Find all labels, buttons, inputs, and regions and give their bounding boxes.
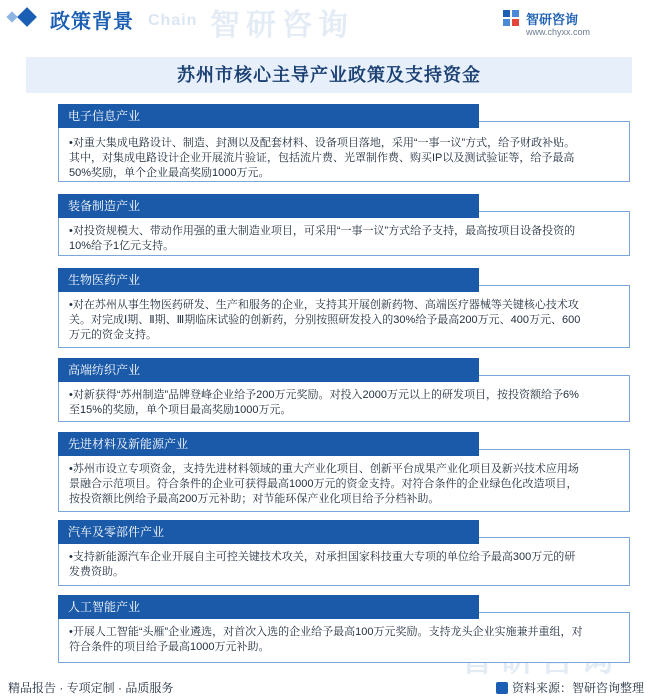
policy-section <box>58 194 630 256</box>
watermark-text: 智研咨询 <box>210 9 354 42</box>
brand-url: www.chyxx.com <box>526 27 591 37</box>
section-box <box>58 537 630 586</box>
document-title: 苏州市核心主导产业政策及支持资金 <box>26 57 632 93</box>
diamond-icon <box>6 11 17 22</box>
section-text: •苏州市设立专项资金，支持先进材料领域的重大产业化项目、创新平台成果产业化项目及新兴技术应用场景融合示范项目。符合条件的企业可获得最高1000万元的资金支持。对符合条件的企业绿色化改造项目，按投资额比例给予最高200万元补助；对节能环保产业化项目给予分档补助。 <box>69 463 579 505</box>
section-box <box>58 612 630 663</box>
section-text: •对重大集成电路设计、制造、封测以及配套材料、设备项目落地，采用“一事一议”方式，给予财政补贴。其中，对集成电路设计企业开展流片验证，包括流片费、光罩制作费、购买IP以及测试验证等，给予最高50%奖励，单个企业最高奖励1000万元。 <box>69 137 576 179</box>
policy-section <box>58 358 630 422</box>
footer-slogan: 精品报告 · 专项定制 · 品质服务 <box>8 681 174 695</box>
section-heading: 人工智能产业 <box>58 595 479 619</box>
section-heading: 高端纺织产业 <box>58 358 479 382</box>
diamond-icon <box>17 7 37 27</box>
section-box <box>58 285 630 348</box>
page-title: 政策背景 <box>50 11 134 33</box>
section-heading: 汽车及零部件产业 <box>58 520 479 544</box>
section-heading: 先进材料及新能源产业 <box>58 432 479 456</box>
section-text: •对新获得“苏州制造”品牌登峰企业给予200万元奖励。对投入2000万元以上的研发项目，按投资额给予6%至15%的奖励，单个项目最高奖励1000万元。 <box>69 389 579 416</box>
source-icon <box>496 682 508 694</box>
policy-section <box>58 268 630 348</box>
section-text: •支持新能源汽车企业开展自主可控关键技术攻关，对承担国家科技重大专项的单位给予最高300万元的研发费资助。 <box>69 551 576 578</box>
section-box <box>58 375 630 422</box>
page-subtitle: Chain <box>148 12 198 29</box>
section-text: •对投资规模大、带动作用强的重大制造业项目，可采用“一事一议”方式给予支持，最高按项目设备投资的10%给予1亿元支持。 <box>69 225 576 252</box>
policy-section <box>58 432 630 512</box>
section-heading: 生物医药产业 <box>58 268 479 292</box>
brand-name: 智研咨询 <box>526 12 579 27</box>
section-heading: 装备制造产业 <box>58 194 479 218</box>
section-text: •对在苏州从事生物医药研发、生产和服务的企业，支持其开展创新药物、高端医疗器械等关键核心技术攻关。对完成Ⅰ期、Ⅱ期、Ⅲ期临床试验的创新药，分别按照研发投入的30%给予最高200万元、400万元、600万元的资金支持。 <box>69 299 581 341</box>
section-text: •开展人工智能“头雁”企业遴选，对首次入选的企业给予最高100万元奖励。支持龙头企业实施兼并重组，对符合条件的项目给予最高1000万元补助。 <box>69 626 583 653</box>
section-box <box>58 449 630 512</box>
source-note <box>496 679 644 696</box>
source-text: 资料来源：智研咨询整理 <box>511 681 644 695</box>
brand-icon <box>502 9 520 27</box>
section-box <box>58 121 630 182</box>
policy-section <box>58 520 630 586</box>
brand-logo <box>490 7 640 41</box>
page-footer <box>0 674 660 700</box>
policy-section <box>58 104 630 182</box>
section-heading: 电子信息产业 <box>58 104 479 128</box>
policy-section <box>58 595 630 663</box>
page-header <box>0 0 660 40</box>
